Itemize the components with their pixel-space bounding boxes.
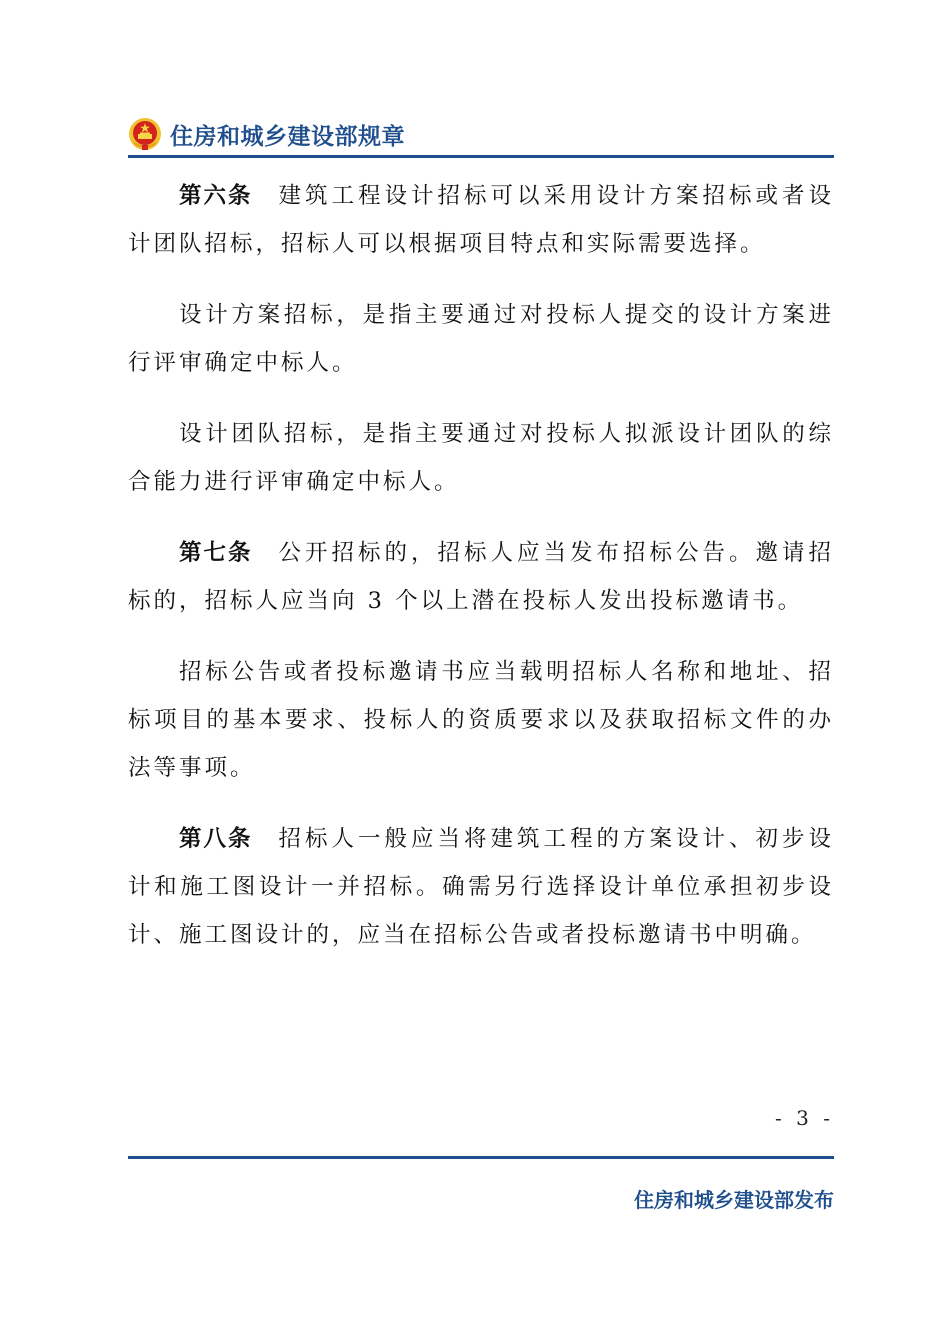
article-number: 第八条: [179, 826, 253, 852]
paragraph-text: 公开招标的，招标人应当发布招标公告。邀请招标的，招标人应当向 3 个以上潜在投标人发出投标邀请书。: [128, 540, 834, 614]
article-number: 第六条: [179, 183, 253, 209]
page-header: [128, 114, 834, 154]
footer-divider: [128, 1156, 834, 1159]
header-title: 住房和城乡建设部规章: [170, 124, 405, 150]
paragraph-text: 建筑工程设计招标可以采用设计方案招标或者设计团队招标，招标人可以根据项目特点和实际需要选择。: [128, 183, 834, 257]
paragraph: [128, 529, 834, 625]
paragraph-text: 招标公告或者投标邀请书应当载明招标人名称和地址、招标项目的基本要求、投标人的资质要求以及获取招标文件的办法等事项。: [128, 659, 834, 781]
footer-publisher: 住房和城乡建设部发布: [634, 1188, 834, 1212]
regulation-body: [128, 172, 834, 982]
paragraph: [128, 815, 834, 959]
paragraph: [128, 410, 834, 506]
national-emblem-icon: [128, 117, 162, 151]
paragraph-text: 设计方案招标，是指主要通过对投标人提交的设计方案进行评审确定中标人。: [128, 302, 834, 376]
header-divider: [128, 155, 834, 158]
paragraph: [128, 648, 834, 792]
paragraph: [128, 172, 834, 268]
article-number: 第七条: [179, 540, 253, 566]
paragraph-text: 招标人一般应当将建筑工程的方案设计、初步设计和施工图设计一并招标。确需另行选择设计单位承担初步设计、施工图设计的，应当在招标公告或者投标邀请书中明确。: [128, 826, 834, 948]
paragraph: [128, 291, 834, 387]
paragraph-text: 设计团队招标，是指主要通过对投标人拟派设计团队的综合能力进行评审确定中标人。: [128, 421, 834, 495]
page-number: - 3 -: [775, 1106, 834, 1130]
